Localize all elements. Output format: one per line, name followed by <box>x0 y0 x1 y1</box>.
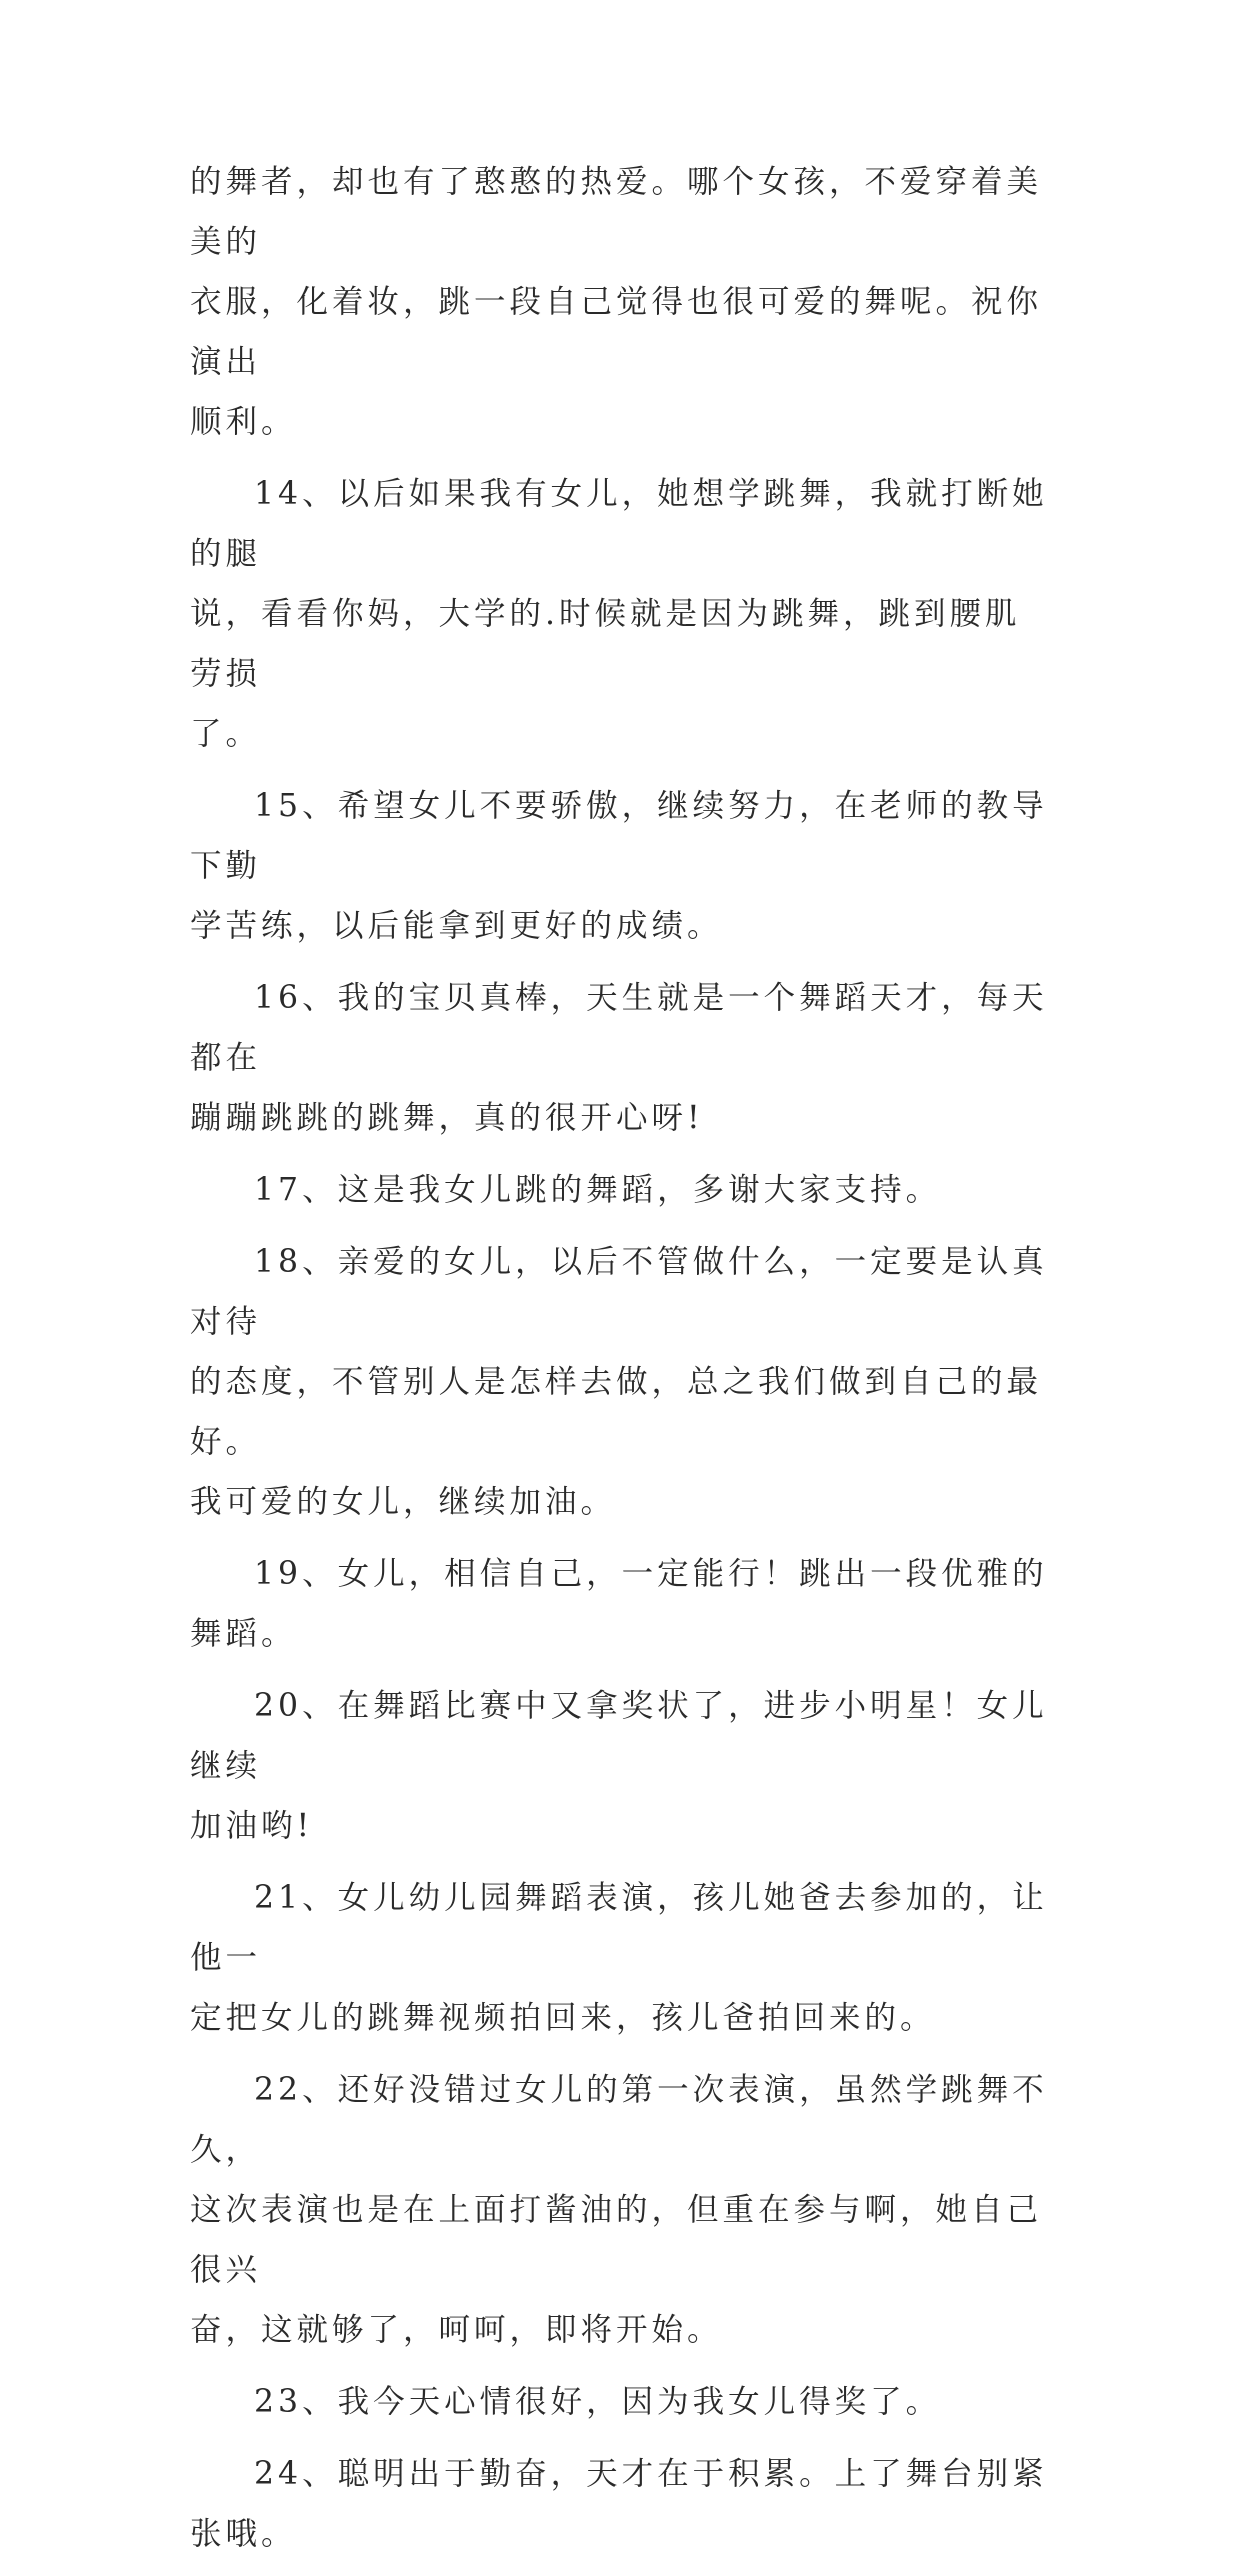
paragraph-item-14: 14、以后如果我有女儿，她想学跳舞，我就打断她的腿 说，看看你妈，大学的.时候就是因为跳舞，跳到腰肌劳损 了。 <box>190 476 1048 752</box>
paragraph-item-17: 17、这是我女儿跳的舞蹈，多谢大家支持。 <box>254 1172 942 1208</box>
paragraph-item-23: 23、我今天心情很好，因为我女儿得奖了。 <box>254 2384 942 2420</box>
document-body <box>190 152 1050 2576</box>
paragraph-item-24: 24、聪明出于勤奋，天才在于积累。上了舞台别紧张哦。 <box>190 2456 1048 2552</box>
paragraph-item-15: 15、希望女儿不要骄傲，继续努力，在老师的教导下勤 学苦练，以后能拿到更好的成绩。 <box>190 788 1048 944</box>
paragraph-continuation: 的舞者，却也有了憨憨的热爱。哪个女孩，不爱穿着美美的 衣服，化着妆，跳一段自己觉得也很可爱的舞呢。祝你演出 顺利。 <box>190 164 1043 440</box>
paragraph-item-16: 16、我的宝贝真棒，天生就是一个舞蹈天才，每天都在 蹦蹦跳跳的跳舞，真的很开心呀! <box>190 980 1048 1136</box>
paragraph-item-18: 18、亲爱的女儿，以后不管做什么，一定要是认真对待 的态度，不管别人是怎样去做，总之我们做到自己的最好。 我可爱的女儿，继续加油。 <box>190 1244 1048 1520</box>
paragraph-item-21: 21、女儿幼儿园舞蹈表演，孩儿她爸去参加的，让他一 定把女儿的跳舞视频拍回来，孩儿爸拍回来的。 <box>190 1880 1048 2036</box>
paragraph-item-20: 20、在舞蹈比赛中又拿奖状了，进步小明星！女儿继续 加油哟! <box>190 1688 1048 1844</box>
paragraph-item-22: 22、还好没错过女儿的第一次表演，虽然学跳舞不久， 这次表演也是在上面打酱油的，但重在参与啊，她自己很兴 奋，这就够了，呵呵，即将开始。 <box>190 2072 1048 2348</box>
paragraph-item-19: 19、女儿，相信自己，一定能行！跳出一段优雅的舞蹈。 <box>190 1556 1048 1652</box>
